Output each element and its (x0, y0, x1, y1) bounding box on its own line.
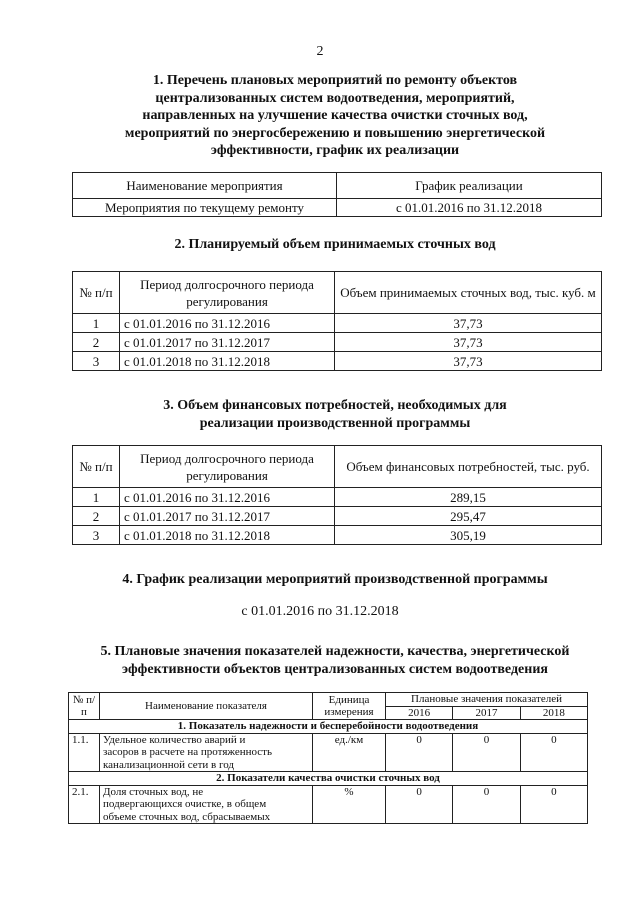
table-row: 1 с 01.01.2016 по 31.12.2016 289,15 (73, 488, 602, 507)
table-row: 1 с 01.01.2016 по 31.12.2016 37,73 (73, 314, 602, 333)
header-unit: Единица измерения (313, 693, 386, 720)
table-row: 3 с 01.01.2018 по 31.12.2018 305,19 (73, 526, 602, 545)
table-row: Мероприятия по текущему ремонту с 01.01.2016 по 31.12.2018 (73, 199, 602, 217)
financial-needs-table (72, 445, 602, 545)
header-period: Период долгосрочного периода регулирования (120, 446, 335, 488)
header-year-2016: 2016 (386, 706, 453, 720)
section-5-title: 5. Плановые значения показателей надежности, качества, энергетической эффективности объектов централизованных систем водоотведения (100, 644, 570, 677)
section-4-title: 4. График реализации мероприятий производственной программы (122, 572, 548, 587)
header-num: № п/п (69, 693, 100, 720)
header-indicator-name: Наименование показателя (100, 693, 313, 720)
section-3-title: 3. Объем финансовых потребностей, необходимых для реализации производственной программы (163, 398, 507, 431)
header-period: Период долгосрочного периода регулирования (120, 272, 335, 314)
header-schedule: График реализации (337, 173, 602, 199)
page-number: 2 (316, 44, 324, 59)
header-year-2018: 2018 (520, 706, 587, 720)
header-activity-name: Наименование мероприятия (73, 173, 337, 199)
section-2-title: 2. Планируемый объем принимаемых сточных вод (174, 237, 496, 252)
table-row: 3 с 01.01.2018 по 31.12.2018 37,73 (73, 352, 602, 371)
header-num: № п/п (73, 272, 120, 314)
group-reliability: 1. Показатель надежности и бесперебойности водоотведения (69, 720, 588, 734)
table-row: 2 с 01.01.2017 по 31.12.2017 295,47 (73, 507, 602, 526)
header-financial: Объем финансовых потребностей, тыс. руб. (335, 446, 602, 488)
wastewater-volume-table (72, 271, 602, 371)
header-num: № п/п (73, 446, 120, 488)
group-treatment-quality: 2. Показатели качества очистки сточных вод (69, 772, 588, 786)
header-volume: Объем принимаемых сточных вод, тыс. куб. м (335, 272, 602, 314)
table-row: 1.1. Удельное количество аварий и засоров в расчете на протяженность канализационной сети в год ед./км 0 0 0 (69, 733, 588, 772)
activities-table (72, 172, 602, 217)
header-year-2017: 2017 (453, 706, 520, 720)
section-1-title: 1. Перечень плановых мероприятий по ремонту объектов централизованных систем водоотведения, мероприятий, направленных на улучшение качества очистки сточных вод, мероприятий по энергосбережению и повышению энергетической эффективности, график их реализации (124, 73, 546, 158)
header-planned-values: Плановые значения показателей (386, 693, 588, 707)
table-row: 2.1. Доля сточных вод, не подвергающихся очистке, в общем объеме сточных вод, сбрасываемых % 0 0 0 (69, 785, 588, 824)
section-4-period: с 01.01.2016 по 31.12.2018 (241, 604, 399, 619)
indicators-table (68, 692, 588, 824)
table-row: 2 с 01.01.2017 по 31.12.2017 37,73 (73, 333, 602, 352)
